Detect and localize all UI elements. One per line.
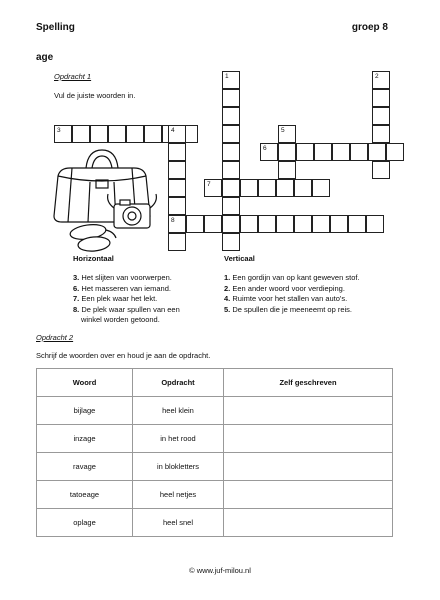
crossword-clue-number: 4 — [171, 127, 175, 134]
crossword-cell[interactable] — [168, 233, 186, 251]
cell-written-input[interactable] — [224, 397, 393, 425]
crossword-cell[interactable] — [372, 107, 390, 125]
crossword-cell[interactable] — [204, 179, 222, 197]
cell-word: bijlage — [37, 397, 133, 425]
header-title: Spelling — [36, 22, 75, 33]
crossword-cell[interactable] — [312, 179, 330, 197]
crossword-cell[interactable] — [348, 215, 366, 233]
cell-word: oplage — [37, 509, 133, 537]
words-table — [36, 368, 393, 537]
crossword-cell[interactable] — [108, 125, 126, 143]
crossword-cell[interactable] — [330, 215, 348, 233]
cell-task: in blokletters — [133, 453, 224, 481]
cell-written-input[interactable] — [224, 509, 393, 537]
crossword-cell[interactable] — [276, 215, 294, 233]
clue-horizontal-8: 8. De plek waar spullen van een — [73, 304, 180, 314]
crossword-cell[interactable] — [168, 215, 186, 233]
table-header-written: Zelf geschreven — [224, 369, 393, 397]
clues-horizontal-title: Horizontaal — [73, 254, 114, 263]
crossword-cell[interactable] — [368, 143, 386, 161]
crossword-cell[interactable] — [168, 179, 186, 197]
clue-vertical-5: 5. De spullen die je meeneemt op reis. — [224, 304, 353, 314]
crossword-cell[interactable] — [144, 125, 162, 143]
crossword-cell[interactable] — [278, 161, 296, 179]
clue-horizontal-7: 7. Een plek waar het lekt. — [73, 294, 158, 303]
crossword-cell[interactable] — [222, 143, 240, 161]
table-row — [37, 509, 393, 537]
crossword-cell[interactable] — [372, 161, 390, 179]
crossword-cell[interactable] — [222, 107, 240, 125]
crossword-cell[interactable] — [372, 71, 390, 89]
crossword-cell[interactable] — [276, 179, 294, 197]
clues-vertical-list — [224, 273, 360, 315]
crossword-cell[interactable] — [350, 143, 368, 161]
crossword-cell[interactable] — [90, 125, 108, 143]
crossword-cell[interactable] — [222, 215, 240, 233]
cell-word: tatoeage — [37, 481, 133, 509]
clue-horizontal-3: 3. Het slijten van voorwerpen. — [73, 273, 172, 282]
crossword-clue-number: 5 — [281, 127, 285, 134]
crossword-cell[interactable] — [240, 215, 258, 233]
clue-horizontal-8-line2: winkel worden getoond. — [81, 315, 160, 324]
crossword-cell[interactable] — [222, 125, 240, 143]
crossword-cell[interactable] — [372, 89, 390, 107]
crossword-cell[interactable] — [204, 215, 222, 233]
crossword-cell[interactable] — [222, 161, 240, 179]
table-row — [37, 397, 393, 425]
clues-vertical-title: Verticaal — [224, 254, 255, 263]
section1-label: Opdracht 1 — [54, 72, 92, 81]
cell-written-input[interactable] — [224, 481, 393, 509]
clue-vertical-4: 4. Ruimte voor het stallen van auto's. — [224, 294, 348, 303]
crossword-cell[interactable] — [366, 215, 384, 233]
cell-task: in het rood — [133, 425, 224, 453]
footer-copyright: © www.juf-milou.nl — [189, 566, 251, 575]
crossword-cell[interactable] — [372, 125, 390, 143]
bag-camera-illustration — [50, 146, 170, 266]
crossword-cell[interactable] — [314, 143, 332, 161]
cell-word: inzage — [37, 425, 133, 453]
crossword-clue-number: 7 — [207, 181, 211, 188]
crossword-cell[interactable] — [222, 179, 240, 197]
crossword-clue-number: 6 — [263, 145, 267, 152]
crossword-cell[interactable] — [186, 215, 204, 233]
clue-horizontal-6: 6. Het masseren van iemand. — [73, 283, 171, 293]
crossword-cell[interactable] — [258, 215, 276, 233]
table-row — [37, 453, 393, 481]
crossword-cell[interactable] — [296, 143, 314, 161]
section2-instruction: Schrijf de woorden over en houd je aan de opdracht. — [36, 351, 211, 360]
crossword-clue-number: 8 — [171, 217, 175, 224]
crossword-cell[interactable] — [258, 179, 276, 197]
cell-task: heel snel — [133, 509, 224, 537]
cell-word: ravage — [37, 453, 133, 481]
section1-instruction: Vul de juiste woorden in. — [54, 91, 136, 100]
crossword-cell[interactable] — [72, 125, 90, 143]
crossword-cell[interactable] — [386, 143, 404, 161]
crossword-cell[interactable] — [126, 125, 144, 143]
clue-vertical-2: 2. Een ander woord voor verdieping. — [224, 283, 345, 293]
cell-task: heel klein — [133, 397, 224, 425]
crossword-cell[interactable] — [168, 125, 186, 143]
cell-written-input[interactable] — [224, 453, 393, 481]
crossword-cell[interactable] — [222, 89, 240, 107]
crossword-cell[interactable] — [278, 143, 296, 161]
crossword-cell[interactable] — [260, 143, 278, 161]
clue-vertical-1: 1. Een gordijn van op kant geweven stof. — [224, 273, 360, 282]
cell-task: heel netjes — [133, 481, 224, 509]
crossword-cell[interactable] — [168, 161, 186, 179]
table-row — [37, 481, 393, 509]
crossword-cell[interactable] — [222, 197, 240, 215]
crossword-clue-number: 3 — [57, 127, 61, 134]
crossword-cell[interactable] — [168, 197, 186, 215]
crossword-cell[interactable] — [168, 143, 186, 161]
sunglasses-icon — [69, 223, 116, 253]
section2-label: Opdracht 2 — [36, 333, 74, 342]
crossword-cell[interactable] — [278, 125, 296, 143]
header-group: groep 8 — [351, 22, 388, 33]
crossword-cell[interactable] — [294, 179, 312, 197]
crossword-cell[interactable] — [294, 215, 312, 233]
crossword-clue-number: 1 — [225, 73, 229, 80]
table-header-word: Woord — [37, 369, 133, 397]
crossword-cell[interactable] — [312, 215, 330, 233]
table-header-task: Opdracht — [133, 369, 224, 397]
clues-horizontal-list — [73, 273, 180, 326]
theme-title: age — [36, 52, 54, 63]
crossword-cell[interactable] — [54, 125, 72, 143]
crossword-cell[interactable] — [332, 143, 350, 161]
crossword-clue-number: 2 — [375, 73, 379, 80]
table-row — [37, 425, 393, 453]
crossword-cell[interactable] — [240, 179, 258, 197]
crossword-cell[interactable] — [222, 233, 240, 251]
crossword-cell[interactable] — [222, 71, 240, 89]
cell-written-input[interactable] — [224, 425, 393, 453]
